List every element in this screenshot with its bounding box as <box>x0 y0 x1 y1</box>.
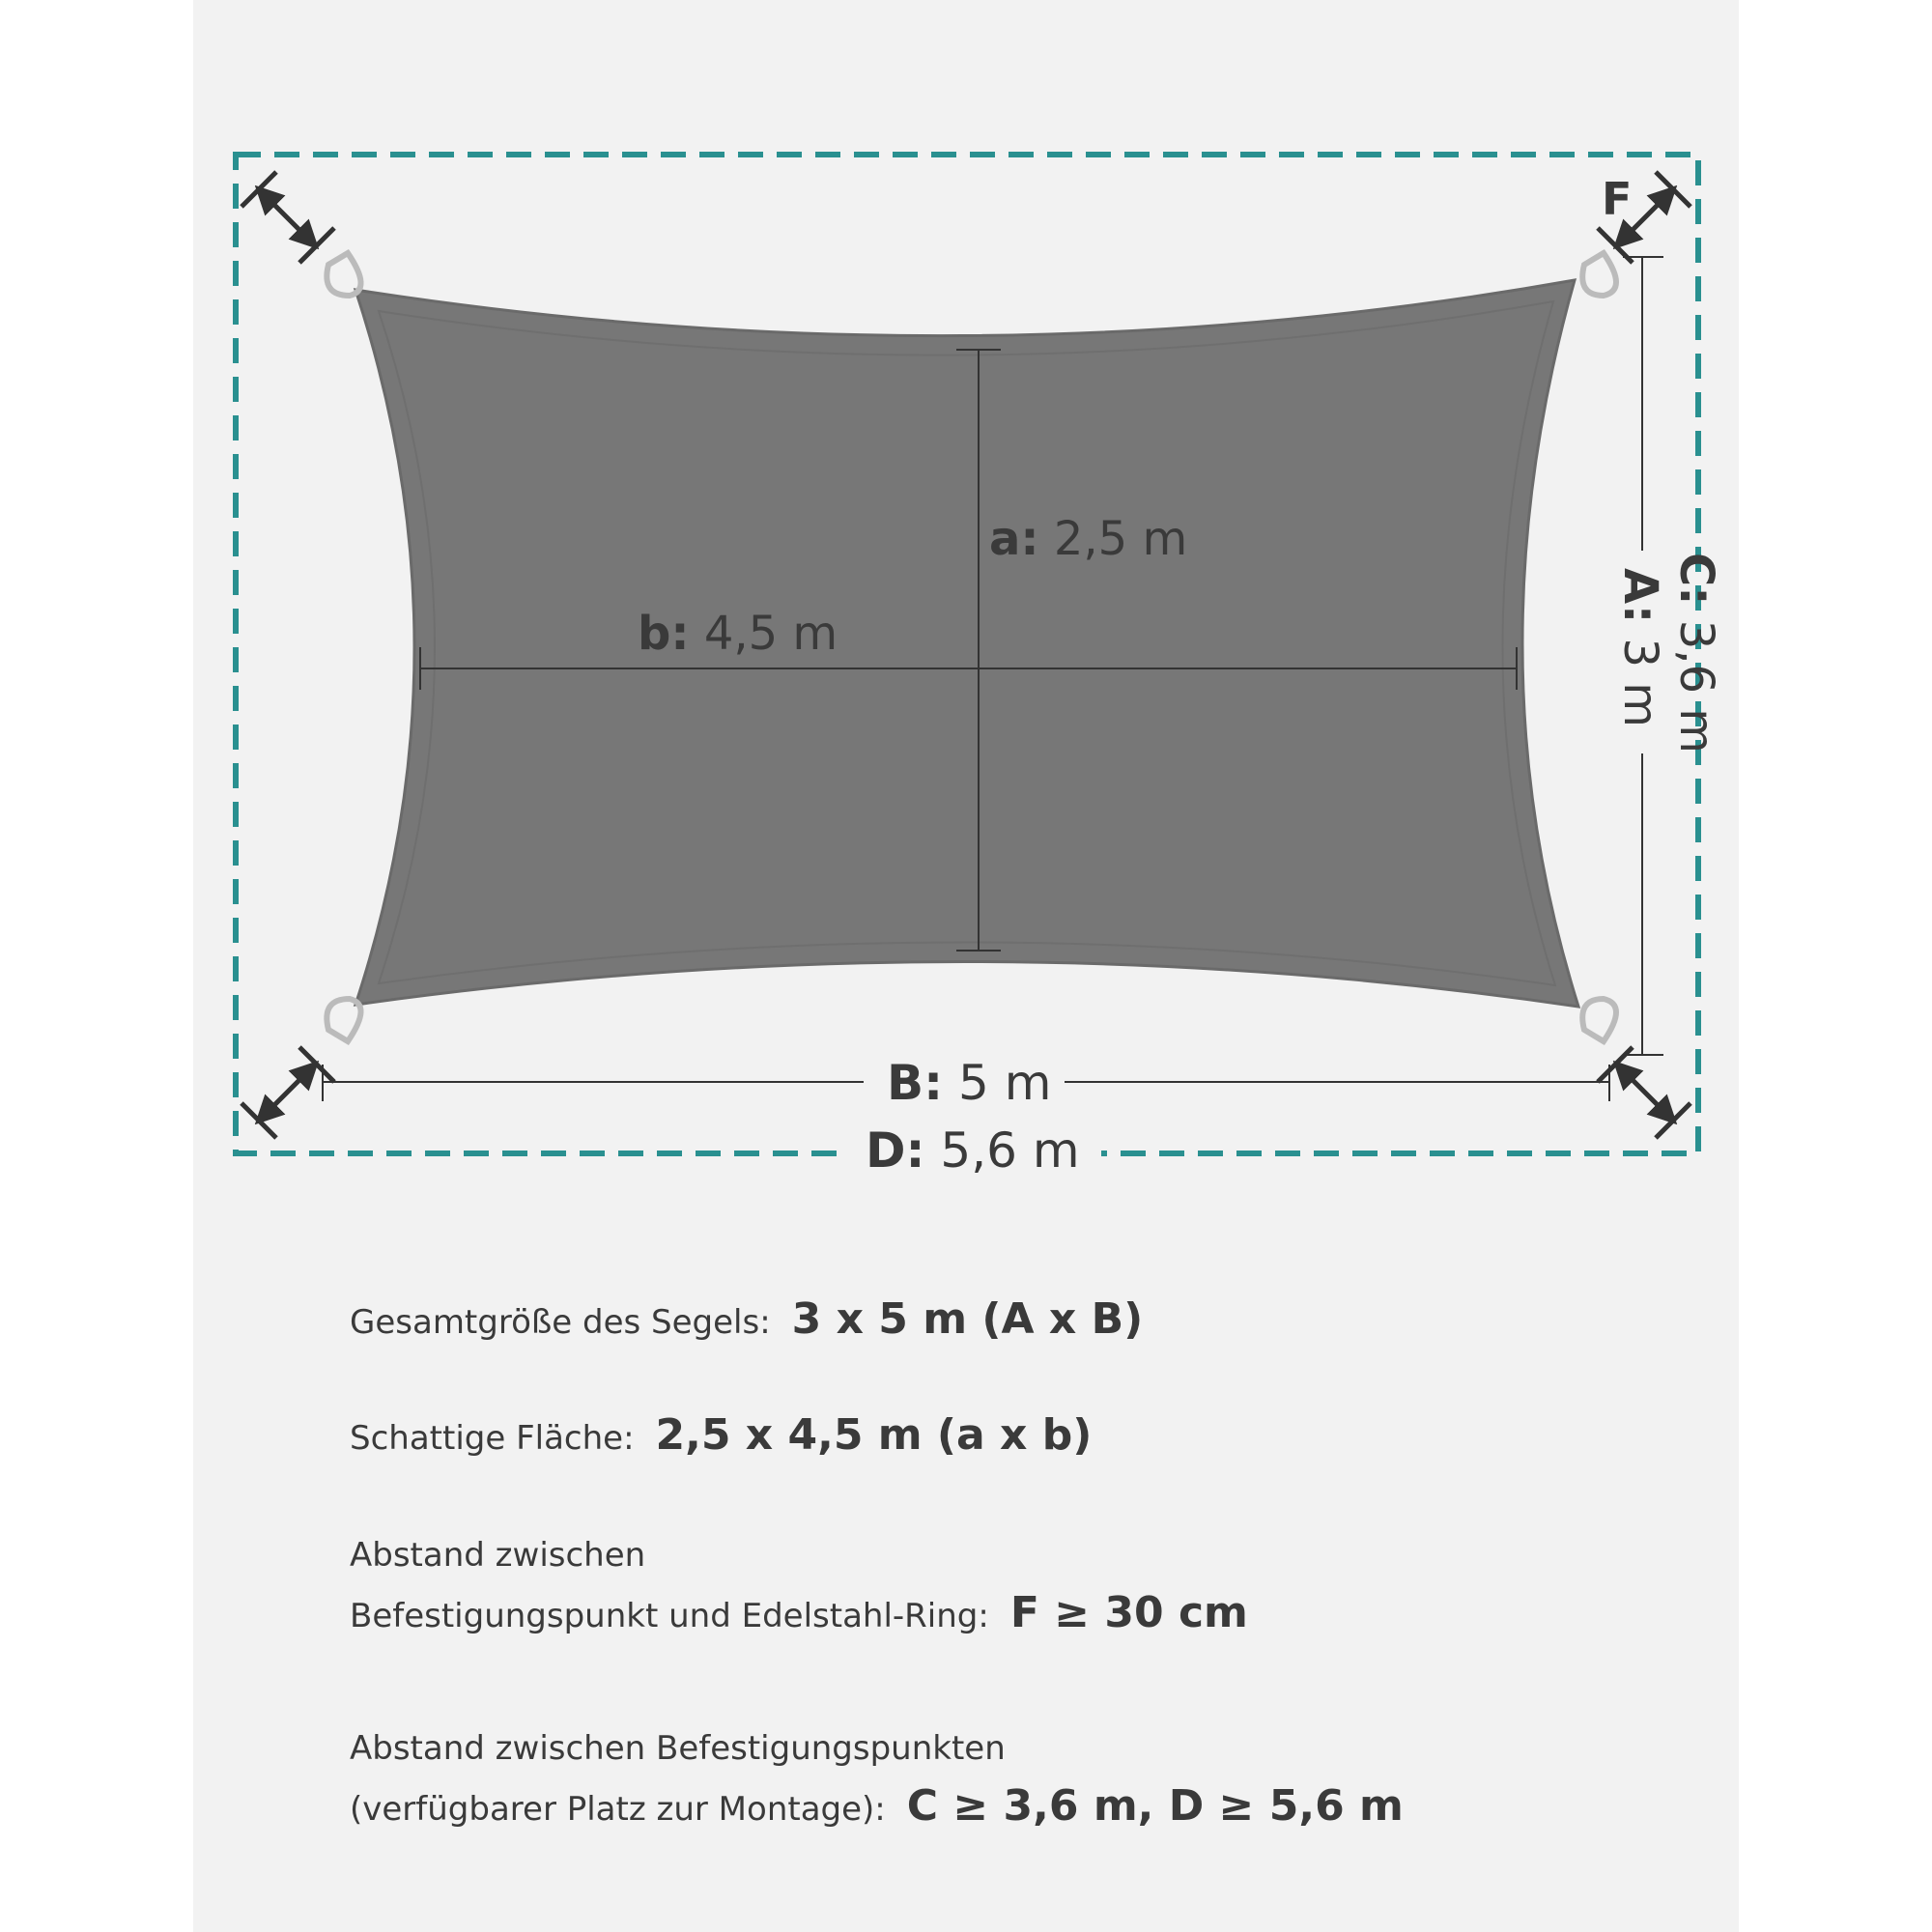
label-D: D: 5,6 m <box>866 1122 1080 1179</box>
spec-ring-distance-label-2: Befestigungspunkt und Edelstahl-Ring: <box>350 1597 989 1635</box>
spec-ring-distance-value: F ≥ 30 cm <box>1009 1588 1248 1637</box>
label-a: a: 2,5 m <box>989 512 1188 566</box>
d-ring-top-right <box>1582 253 1616 296</box>
spec-total-size-value: 3 x 5 m (A x B) <box>791 1294 1144 1344</box>
label-B: B: 5 m <box>887 1055 1052 1111</box>
d-ring-bottom-left <box>327 999 360 1041</box>
d-ring-top-left <box>327 253 360 296</box>
svg-text:A: 3 m: A: 3 m <box>1613 568 1667 728</box>
spec-total-size-label: Gesamtgröße des Segels: <box>350 1303 771 1342</box>
d-ring-bottom-right <box>1582 999 1616 1041</box>
spec-mount-distance-label-2: (verfügbarer Platz zur Montage): <box>350 1790 886 1829</box>
spec-mount-distance-value: C ≥ 3,6 m, D ≥ 5,6 m <box>906 1781 1404 1831</box>
spec-mount-distance <box>350 1729 1404 1831</box>
label-A <box>1613 568 1667 727</box>
spec-total-size <box>350 1294 1143 1344</box>
label-b: b: 4,5 m <box>638 607 838 661</box>
label-F: F <box>1602 173 1633 225</box>
spec-shade-area <box>350 1410 1092 1460</box>
sail-shape <box>355 280 1578 1007</box>
svg-text:C: 3,6 m: C: 3,6 m <box>1669 553 1723 754</box>
spec-ring-distance <box>350 1536 1248 1637</box>
spec-shade-area-value: 2,5 x 4,5 m (a x b) <box>655 1410 1093 1460</box>
label-C <box>1669 553 1723 753</box>
spec-shade-area-label: Schattige Fläche: <box>350 1419 635 1458</box>
spec-ring-distance-label-1: Abstand zwischen <box>350 1536 646 1575</box>
spec-mount-distance-label-1: Abstand zwischen Befestigungspunkten <box>350 1729 1006 1768</box>
